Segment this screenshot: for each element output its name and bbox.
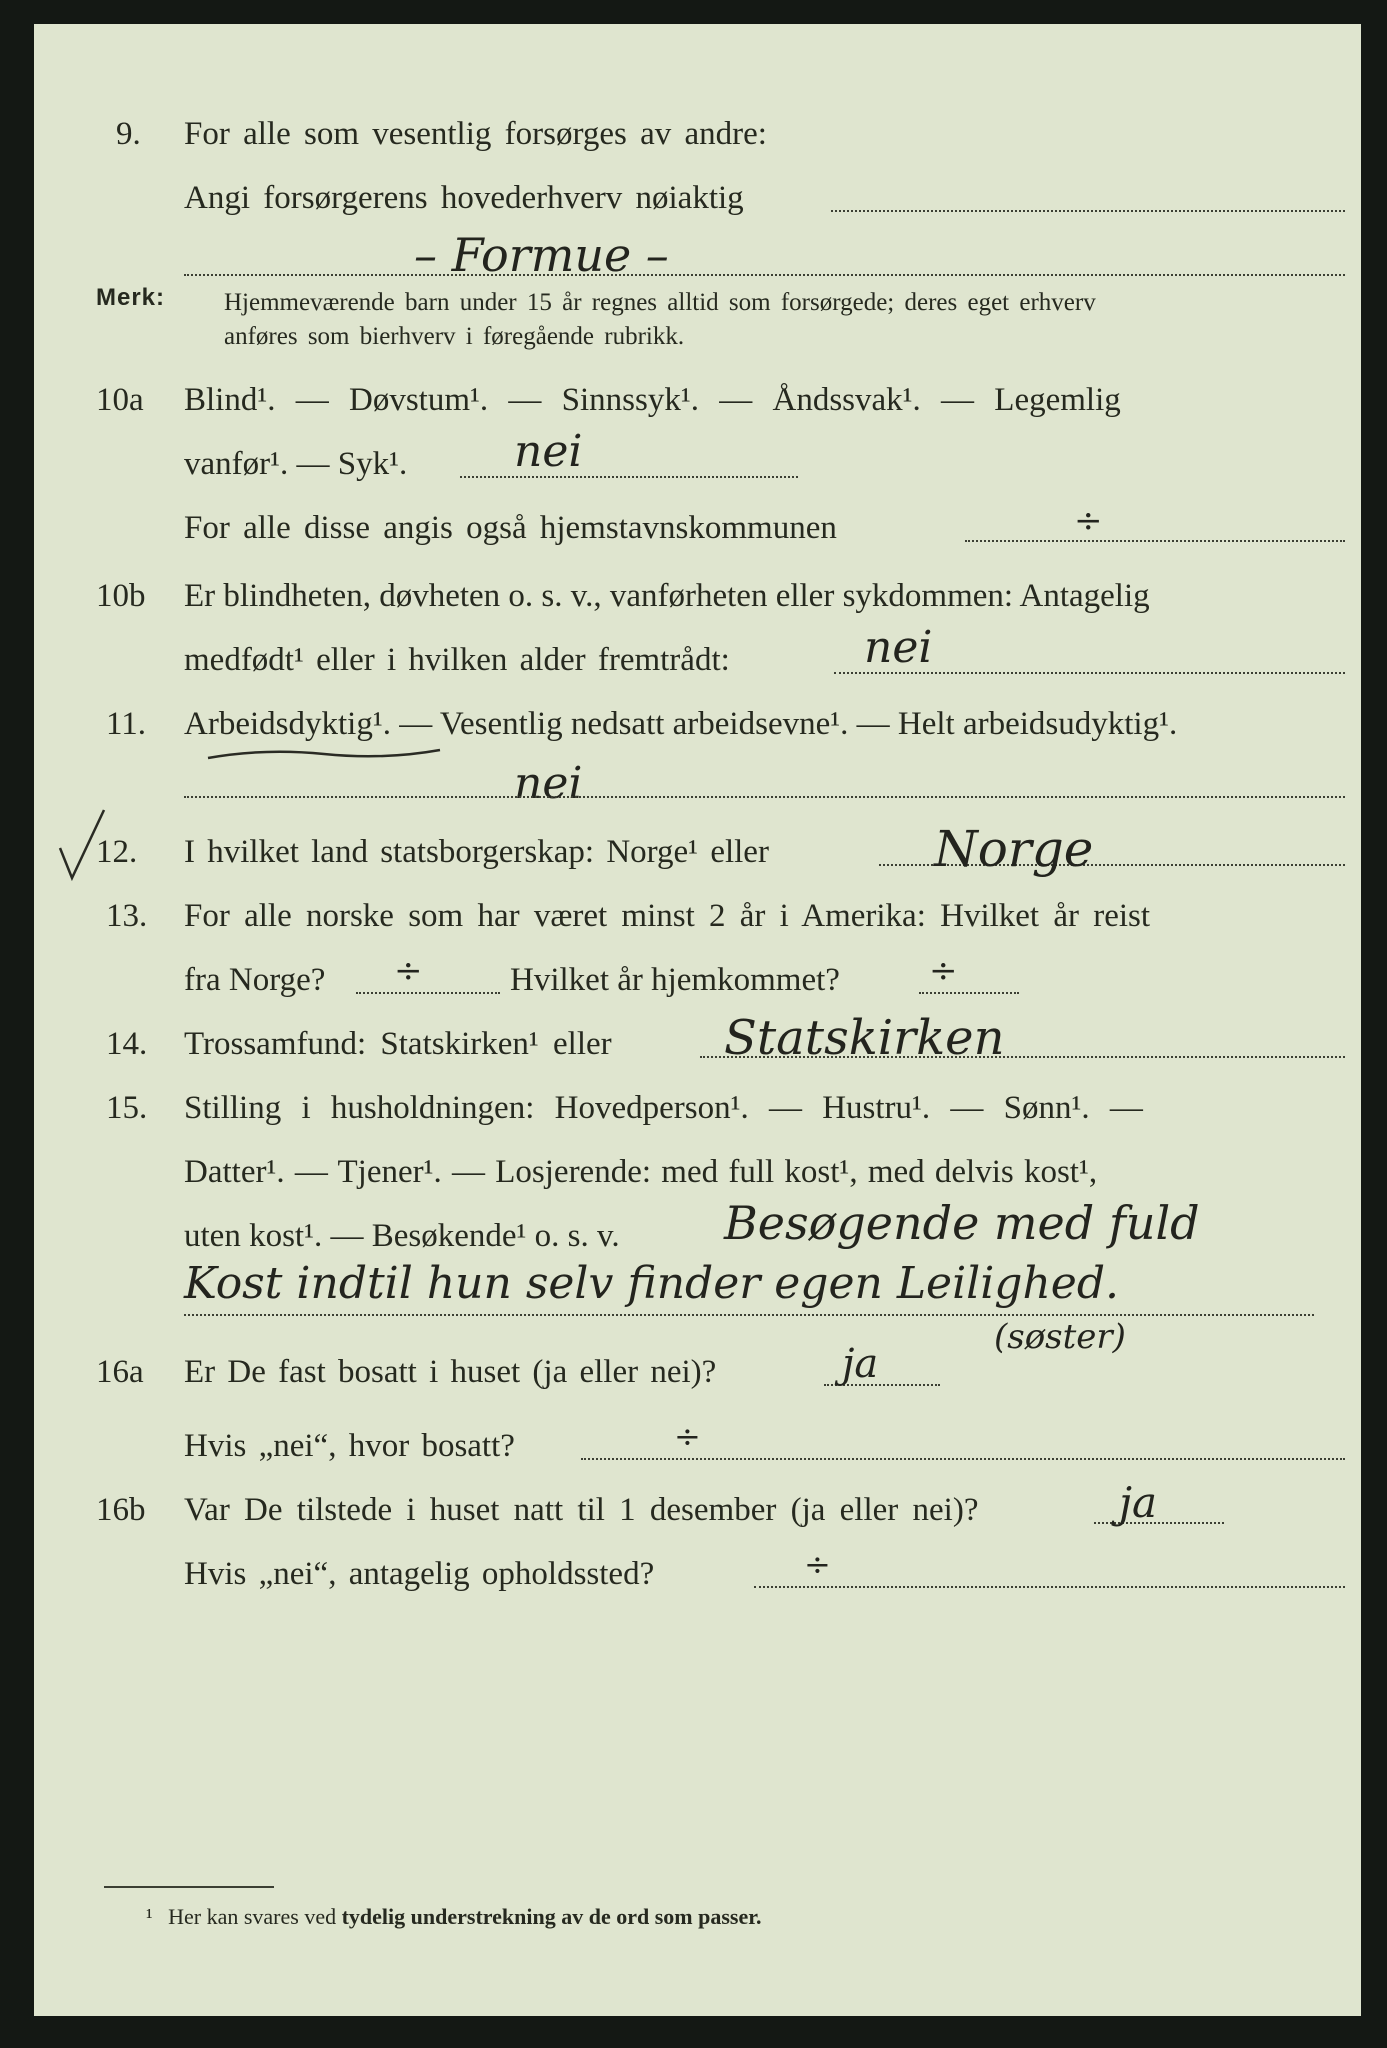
q16b-answer2: ÷ bbox=[804, 1545, 831, 1583]
q15-line1: Stilling i husholdningen: Hovedperson¹. — Hustru¹. — Sønn¹. — bbox=[184, 1090, 1143, 1126]
q10b-line2: medfødt¹ eller i hvilken alder fremtrådt: bbox=[184, 642, 730, 678]
q16a-line1: Er De fast bosatt i huset (ja eller nei)? bbox=[184, 1354, 717, 1390]
q13-line1: For alle norske som har været minst 2 år i Amerika: Hvilket år reist bbox=[184, 898, 1151, 934]
q13-line2a: fra Norge? bbox=[184, 962, 326, 998]
q10a-number: 10a bbox=[96, 382, 144, 418]
q10b-answer: nei bbox=[864, 622, 933, 673]
q10a-line3: For alle disse angis også hjemstavnskommunen bbox=[184, 510, 837, 546]
merk-label: Merk: bbox=[96, 284, 166, 311]
q10b-number: 10b bbox=[96, 578, 146, 614]
q10a-line2-dots bbox=[460, 476, 798, 478]
q16a-line2-dots bbox=[581, 1458, 1345, 1460]
q10a-answer2: ÷ bbox=[1074, 501, 1103, 541]
q9-line1: For alle som vesentlig forsørges av andre: bbox=[184, 116, 767, 152]
census-form-page bbox=[34, 24, 1361, 2016]
footnote bbox=[146, 1904, 762, 1930]
q13-line2a-dots bbox=[356, 992, 500, 994]
q13-number: 13. bbox=[106, 898, 148, 934]
q11-line1: Arbeidsdyktig¹. — Vesentlig nedsatt arbeidsevne¹. — Helt arbeidsudyktig¹. bbox=[184, 706, 1178, 742]
q16b-line2-dots bbox=[754, 1586, 1345, 1588]
q11-underline-mark bbox=[204, 740, 444, 766]
q9-answer: – Formue – bbox=[414, 228, 669, 282]
q15-answer-dots bbox=[184, 1314, 1314, 1316]
merk-line1: Hjemmeværende barn under 15 år regnes alltid som forsørgede; deres eget erhverv bbox=[224, 289, 1096, 316]
q13-line2b-dots bbox=[919, 992, 1019, 994]
footnote-text: Her kan svares ved bbox=[168, 1904, 337, 1929]
q16b-line2: Hvis „nei“, antagelig opholdssted? bbox=[184, 1556, 655, 1592]
q9-line2-dots bbox=[831, 210, 1345, 212]
q9-answer-dots bbox=[184, 274, 1345, 276]
q13-answer2: ÷ bbox=[929, 951, 958, 991]
q12-answer: Norge bbox=[934, 820, 1094, 878]
q16a-line2: Hvis „nei“, hvor bosatt? bbox=[184, 1428, 515, 1464]
footnote-mark: ¹ bbox=[146, 1904, 153, 1929]
q12-line1: I hvilket land statsborgerskap: Norge¹ eller bbox=[184, 834, 769, 870]
q10a-line2: vanfør¹. — Syk¹. bbox=[184, 446, 408, 482]
q16b-line1: Var De tilstede i huset natt til 1 desember (ja eller nei)? bbox=[184, 1492, 979, 1528]
q10a-line1: Blind¹. — Døvstum¹. — Sinnssyk¹. — Åndssvak¹. — Legemlig bbox=[184, 382, 1121, 418]
q15-answer2: Kost indtil hun selv finder egen Leilighed. bbox=[184, 1258, 1119, 1309]
q9-line2: Angi forsørgerens hovederhverv nøiaktig bbox=[184, 180, 744, 216]
footnote-rule bbox=[104, 1886, 274, 1888]
q12-number: 12. bbox=[96, 834, 138, 870]
q15-answer1: Besøgende med fuld bbox=[724, 1196, 1200, 1250]
q14-number: 14. bbox=[106, 1026, 148, 1062]
q13-answer1: ÷ bbox=[394, 951, 423, 991]
q9-number: 9. bbox=[116, 116, 141, 152]
q16a-answer2: ÷ bbox=[674, 1417, 701, 1455]
q11-number: 11. bbox=[106, 706, 147, 742]
merk-line2: anføres som bierhverv i føregående rubrikk. bbox=[224, 323, 685, 350]
q10a-line3-dots bbox=[965, 540, 1345, 542]
footnote-bold-text: tydelig understrekning av de ord som passer. bbox=[341, 1904, 762, 1929]
q16a-number: 16a bbox=[96, 1354, 144, 1390]
q16b-line1-dots bbox=[1094, 1522, 1224, 1524]
q10b-line1: Er blindheten, døvheten o. s. v., vanførheten eller sykdommen: Antagelig bbox=[184, 578, 1150, 614]
q11-answer-dots bbox=[184, 796, 1345, 798]
q16b-number: 16b bbox=[96, 1492, 146, 1528]
q15-answer3: (søster) bbox=[994, 1317, 1126, 1357]
q13-line2b: Hvilket år hjemkommet? bbox=[510, 962, 840, 998]
q14-line1: Trossamfund: Statskirken¹ eller bbox=[184, 1026, 612, 1062]
q15-line3: uten kost¹. — Besøkende¹ o. s. v. bbox=[184, 1218, 620, 1254]
q11-answer: nei bbox=[514, 758, 583, 809]
q15-number: 15. bbox=[106, 1090, 148, 1126]
q14-answer: Statskirken bbox=[724, 1010, 1005, 1066]
q16b-answer1: ja bbox=[1119, 1478, 1158, 1527]
q15-line2: Datter¹. — Tjener¹. — Losjerende: med full kost¹, med delvis kost¹, bbox=[184, 1154, 1098, 1190]
q10a-answer1: nei bbox=[514, 426, 583, 477]
q16a-answer1: ja bbox=[842, 1341, 879, 1387]
